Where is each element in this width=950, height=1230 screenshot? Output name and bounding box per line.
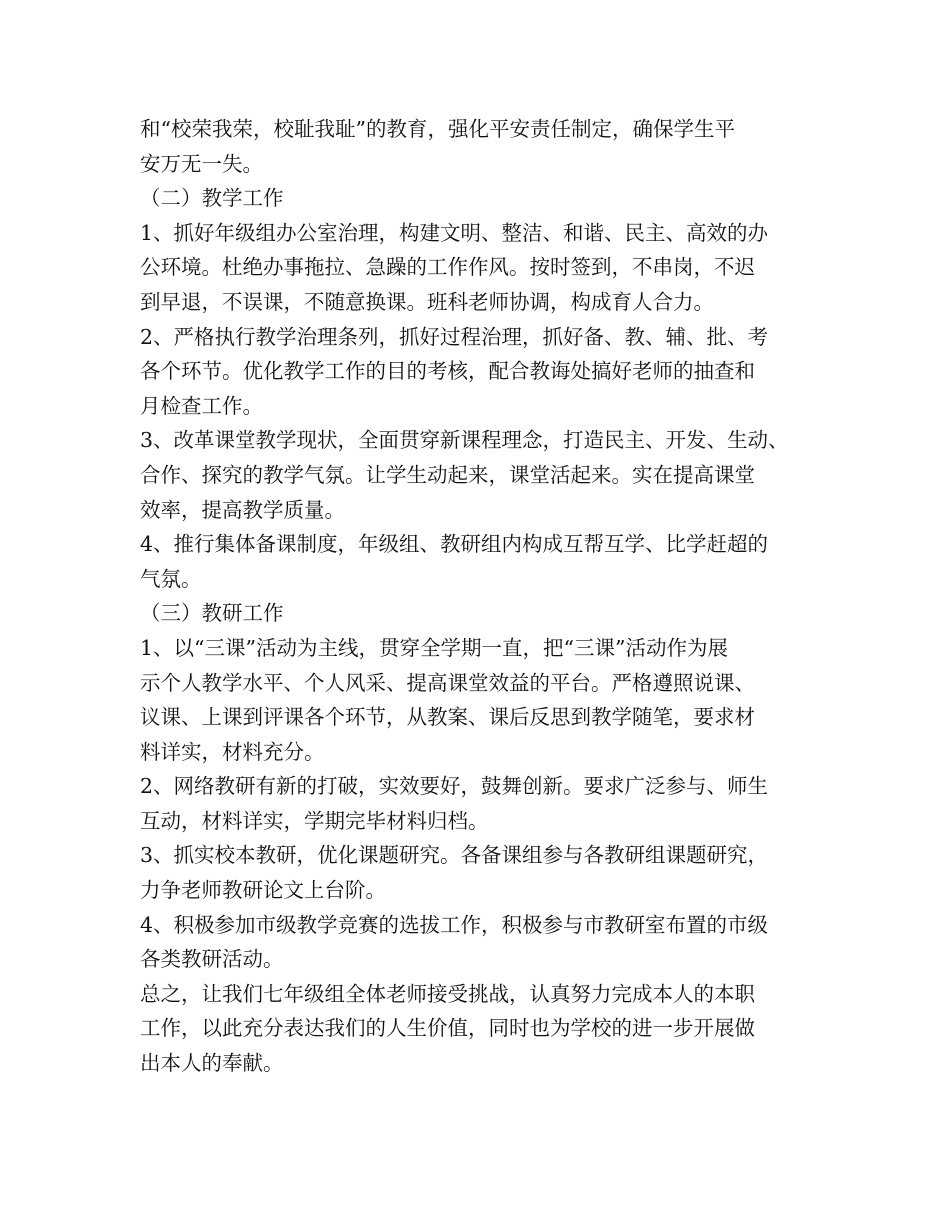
text-line: 互动，材料详实，学期完毕材料归档。 — [140, 808, 489, 833]
text-line: 气氛。 — [140, 566, 202, 591]
text-line: 1、抓好年级组办公室治理，构建文明、整洁、和谐、民主、高效的办 — [140, 220, 769, 245]
conclusion-line: 工作，以此充分表达我们的人生价值，同时也为学校的进一步开展做 — [140, 1016, 755, 1041]
conclusion-line: 出本人的奉献。 — [140, 1051, 284, 1076]
text-line: 3、改革课堂教学现状，全面贯穿新课程理念，打造民主、开发、生动、 — [140, 428, 789, 453]
text-line: 料详实，材料充分。 — [140, 739, 325, 764]
text-line: 议课、上课到评课各个环节，从教案、课后反思到教学随笔，要求材 — [140, 705, 755, 730]
text-line: 月检查工作。 — [140, 393, 263, 418]
text-line: 4、积极参加市级教学竞赛的选拔工作，积极参与市教研室布置的市级 — [140, 912, 769, 937]
text-line: 效率，提高教学质量。 — [140, 497, 345, 522]
text-line: 各类教研活动。 — [140, 947, 284, 972]
text-line: 安万无一失。 — [140, 151, 263, 176]
text-line: 公环境。杜绝办事拖拉、急躁的工作作风。按时签到，不串岗，不迟 — [140, 255, 755, 280]
text-line: 3、抓实校本教研，优化课题研究。各备课组参与各教研组课题研究， — [140, 843, 769, 868]
text-line: 合作、探究的教学气氛。让学生动起来，课堂活起来。实在提高课堂 — [140, 462, 755, 487]
text-line: 和“校荣我荣，校耻我耻”的教育，强化平安责任制定，确保学生平 — [140, 117, 735, 141]
text-line: 各个环节。优化教学工作的目的考核，配合教诲处搞好老师的抽查和 — [140, 359, 755, 384]
text-line: 2、网络教研有新的打破，实效要好，鼓舞创新。要求广泛参与、师生 — [140, 774, 769, 799]
text-line: 到早退，不误课，不随意换课。班科老师协调，构成育人合力。 — [140, 289, 714, 314]
text-line: 示个人教学水平、个人风采、提高课堂效益的平台。严格遵照说课、 — [140, 670, 755, 695]
text-line: 1、以“三课”活动为主线，贯穿全学期一直，把“三课”活动作为展 — [140, 635, 728, 660]
conclusion-line: 总之，让我们七年级组全体老师接受挑战，认真努力完成本人的本职 — [140, 981, 755, 1006]
text-line: 2、严格执行教学治理条列，抓好过程治理，抓好备、教、辅、批、考 — [140, 324, 769, 349]
text-line: 力争老师教研论文上台阶。 — [140, 878, 386, 903]
section-heading-teaching: （二）教学工作 — [140, 186, 284, 211]
text-line: 4、推行集体备课制度，年级组、教研组内构成互帮互学、比学赶超的 — [140, 532, 769, 557]
document-body — [140, 112, 830, 1081]
section-heading-research: （三）教研工作 — [140, 601, 284, 626]
